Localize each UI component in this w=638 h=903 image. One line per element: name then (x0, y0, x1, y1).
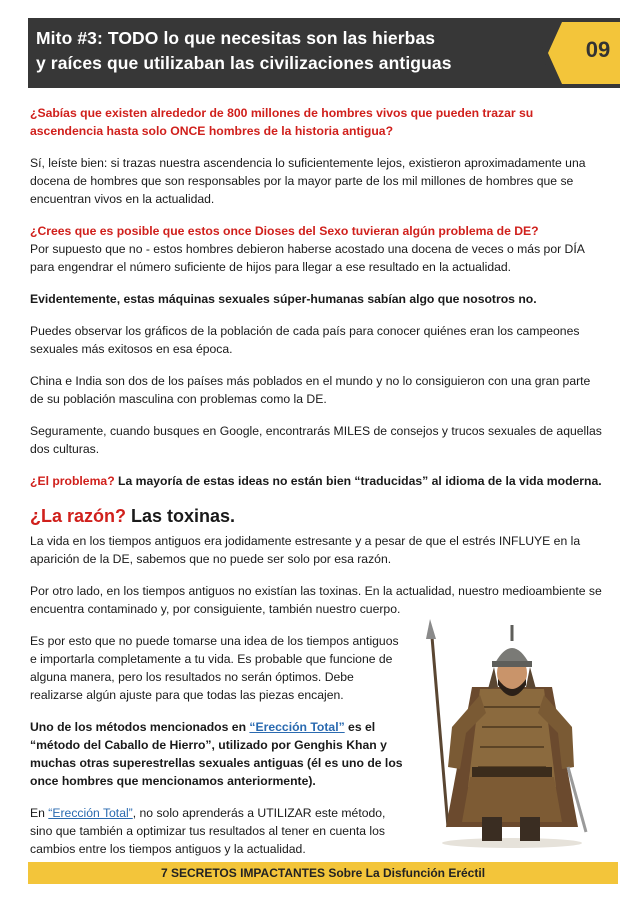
header-banner (28, 18, 556, 88)
page-number: 09 (585, 37, 611, 62)
text-span: Uno de los métodos mencionados en (30, 720, 250, 734)
erection-total-link[interactable]: “Erección Total” (48, 806, 133, 820)
section-heading-rest: Las toxinas. (126, 506, 236, 526)
problem-text: La mayoría de estas ideas no están bien “traducidas” al idioma de la vida moderna. (114, 474, 602, 488)
problem-label: ¿El problema? (30, 474, 115, 488)
paragraph: China e India son dos de los países más poblados en el mundo y no lo consiguieron con una gran parte de su población masculina con problemas como la DE. (30, 374, 591, 406)
paragraph: Por otro lado, en los tiempos antiguos no existían las toxinas. En la actualidad, nuestro medioambiente se encuentra contaminado y, por consiguiente, también nuestro cuerpo. (30, 584, 602, 616)
footer-banner (28, 862, 618, 884)
paragraph: Seguramente, cuando busques en Google, encontrarás MILES de consejos y trucos sexuales de aquellas dos culturas. (30, 424, 602, 456)
text-span: En (30, 806, 49, 820)
text-span: , no solo aprenderás a UTILIZAR este método, sino que también a optimizar tus resultados al tener en cuenta los cambios entre los tiempos antiguos y la actualidad. (30, 806, 386, 856)
paragraph: Evidentemente, estas máquinas sexuales súper-humanas sabían algo que nosotros no. (30, 292, 537, 306)
paragraph: Puedes observar los gráficos de la población de cada país para conocer quiénes eran los campeones sexuales más exitosos en esa época. (30, 324, 580, 356)
footer-title: 7 SECRETOS IMPACTANTES Sobre La Disfunción Eréctil (160, 866, 486, 880)
paragraph (30, 804, 408, 858)
question-text: ¿Crees que es posible que estos once Dioses del Sexo tuvieran algún problema de DE? (30, 224, 539, 238)
paragraph (30, 222, 606, 276)
answer-text: Por supuesto que no - estos hombres debieron haberse acostado una docena de veces o más por DÍA para engendrar el número suficiente de hijos para llegar a ese resultado en la actualidad. (30, 242, 585, 274)
paragraph: Sí, leíste bien: si trazas nuestra ascendencia lo suficientemente lejos, existieron aproximadamente una docena de hombres que son responsables por la mayor parte de los mil millones de hombres que se encuentran vivos en la actualidad. (30, 156, 586, 206)
paragraph (30, 472, 606, 490)
paragraph: La vida en los tiempos antiguos era jodidamente estresante y a pesar de que el estrés INFLUYE en la aparición de la DE, sabemos que no puede ser solo por esa razón. (30, 534, 581, 566)
section-heading (30, 504, 606, 528)
intro-question: ¿Sabías que existen alrededor de 800 millones de hombres vivos que pueden trazar su ascendencia hasta solo ONCE hombres de la historia antigua? (30, 106, 534, 138)
mongol-warrior-illustration (402, 617, 620, 849)
text-span: es el “método del Caballo de Hierro”, utilizado por Genghis Khan y muchas otras superestrellas sexuales antiguas (él es uno de los once hombres que mencionamos anteriormente). (30, 720, 403, 788)
paragraph (30, 718, 408, 790)
section-heading-red: ¿La razón? (30, 506, 127, 526)
page-title: Mito #3: TODO lo que necesitas son las hierbas y raíces que utilizaban las civilizaciones antiguas (36, 28, 452, 73)
paragraph: Es por esto que no puede tomarse una idea de los tiempos antiguos e importarla completamente a tu vida. Es probable que funcione de alguna manera, pero los resultados no serán óptimos. Debe realizarse algún ajuste para que todas las piezas encajen. (30, 634, 399, 702)
erection-total-link[interactable]: “Erección Total” (249, 720, 345, 734)
